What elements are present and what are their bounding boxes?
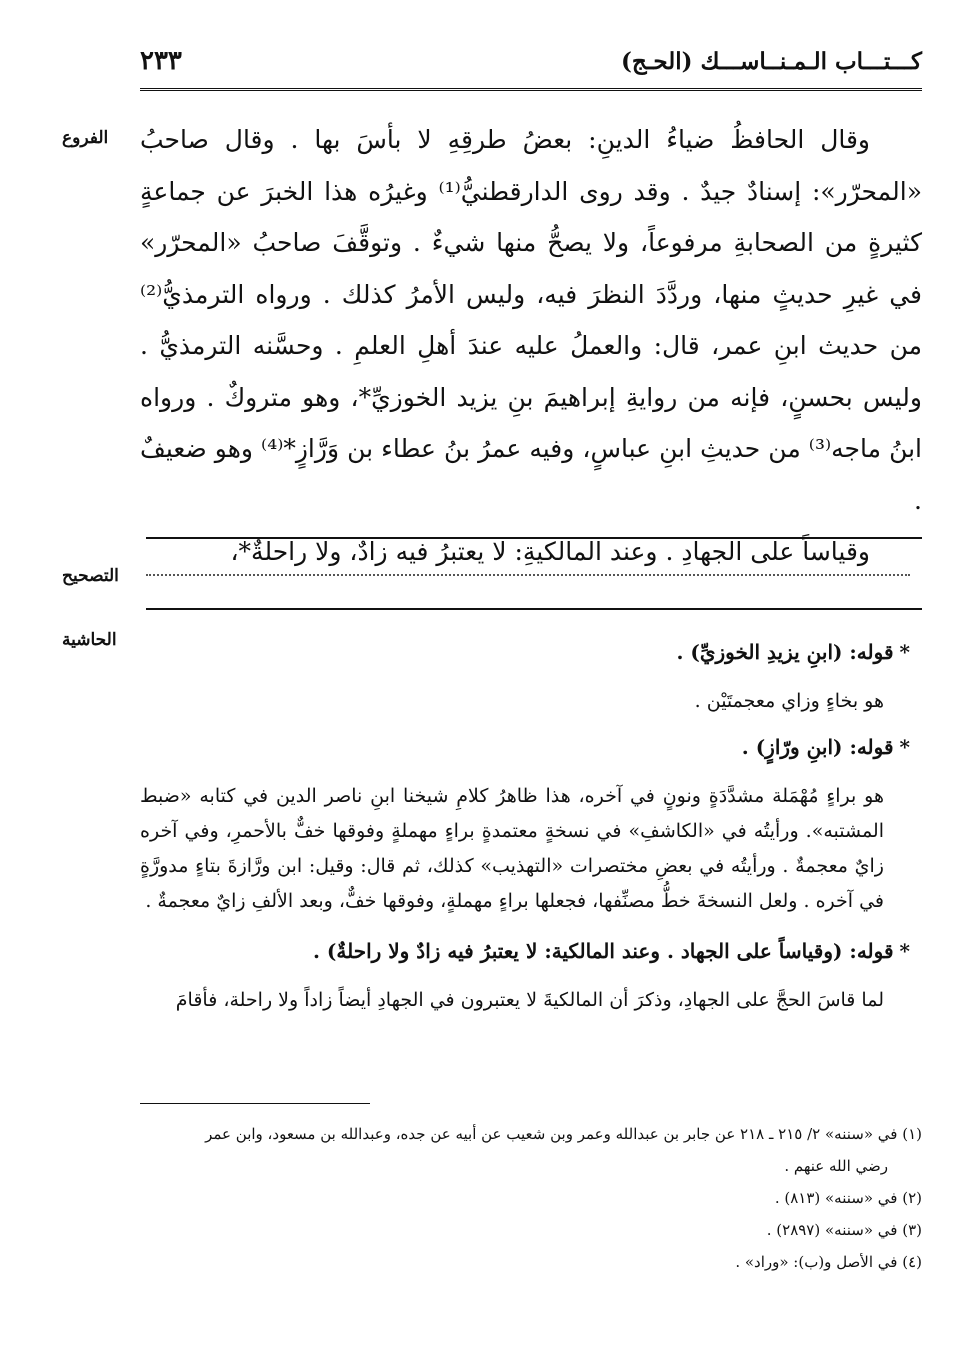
- hashiya-note-2: هو براءٍ مُهْمَلة مشدَّدَةٍ ونونٍ في آخره، هذا ظاهرُ كلامِ شيخنا ابنِ ناصر الدين في كتابه «ضبط المشتبه». ورأيتُه في «الكاشفِ» في نسخةٍ معتمدةٍ براءٍ مهملةٍ وفوقها خفٌّ بالأحمرِ، وفي آخره زايٌ معجمةٌ . ورأيتُه في بعضِ مختصرات «التهذيب» كذلك، ثم قال: وقيل: ابن ورَّازةَ بتاءٍ مدورَّةٍ في آخره . ولعل النسخةَ خطُّ مصنِّفها، فجعلها براءٍ مهملةٍ، وفوقها خفٌّ، وبعد الألفِ زايٌ معجمةٌ .: [140, 785, 884, 912]
- footnote-rule: [140, 1103, 370, 1104]
- book-title: كـــتـــاب الـمـنــاســـك (الحـج): [620, 48, 922, 75]
- footnote-1: (١) في «سننه» ٢/ ٢١٥ ـ ٢١٨ عن جابر بن عبدالله وعمر وبن شعيب عن أبيه عن جده، وعبدالله بن مسعود، وابن عمر: [205, 1125, 922, 1143]
- hashiya-note-1: هو بخاءٍ وزاي معجمتَيْن .: [694, 690, 884, 712]
- main-paragraph-1: وقال الحافظُ ضياءُ الدينِ: بعضُ طرقِهِ لا بأسَ بها . وقال صاحبُ «المحرّر»: إسنادٌ جيدٌ . وقد روى الدارقطنيُّ⁽¹⁾ وغيرُه هذا الخبرَ عن جماعةٍ كثيرةٍ من الصحابةِ مرفوعاً، ولا يصحُّ منها شيءٌ . وتوقَّفَ صاحبُ «المحرّر» في غيرِ حديثٍ منها، وردَّدَ النظرَ فيه، وليس الأمرُ كذلك . ورواه الترمذيُّ⁽²⁾ من حديث ابنِ عمر، قال: والعملُ عليه عندَ أهلِ العلمِ . وحسَّنه الترمذيُّ . وليس بحسنٍ، فإنه من روايةِ إبراهيمَ بنِ يزيد الخوزيِّ*، وهو متروكٌ . ورواه ابنُ ماجه⁽³⁾ من حديثِ ابنِ عباسٍ، وفيه عمرُ بنُ عطاء بن وَرَّازٍ*⁽⁴⁾ وهو ضعيفٌ .: [140, 125, 923, 515]
- tashih-dotted-line: [146, 574, 910, 576]
- footnote-4: (٤) في الأصل و(ب): «وراد» .: [735, 1253, 922, 1271]
- star-icon: *: [899, 735, 910, 759]
- hashiya-heading-3-text: قوله: (وقياساً على الجهاد . وعند المالكية: لا يعتبرُ فيه زادٌ ولا راحلةٌ) .: [313, 939, 894, 963]
- footnote-1-continued: رضي الله عنهم .: [784, 1157, 888, 1175]
- footnote-3: (٣) في «سننه» (٢٨٩٧) .: [766, 1221, 922, 1239]
- footnotes: [140, 1118, 922, 1278]
- margin-label-tashih: التصحيح: [62, 566, 119, 586]
- hashiya-heading-1: [140, 630, 910, 674]
- hashiya-heading-1-text: قوله: (ابنِ يزيدِ الخوزيِّ) .: [676, 640, 894, 664]
- header-rule: [140, 88, 922, 91]
- tashih-top-rule: [146, 537, 922, 539]
- margin-label-furu: الفروع: [62, 128, 109, 148]
- hashiya-heading-2-text: قوله: (ابنِ ورّازٍ) .: [741, 735, 894, 759]
- hashiya-note-3: لما قاسَ الحجَّ على الجهادِ، وذكرَ أن المالكيةَ لا يعتبرون في الجهادِ أيضاً زاداً ولا راحلة، فأقامَ: [175, 989, 884, 1011]
- star-icon: *: [899, 939, 910, 963]
- footnote-2: (٢) في «سننه» (٨١٣) .: [774, 1189, 922, 1207]
- main-paragraph-2: وقياساً على الجهادِ . وعند المالكيةِ: لا يعتبرُ فيه زادٌ، ولا راحلةٌ*،: [230, 537, 870, 566]
- tashih-bottom-rule: [146, 608, 922, 610]
- star-icon: *: [899, 640, 910, 664]
- main-text: [140, 114, 922, 578]
- margin-label-hashiya: الحاشية: [62, 630, 117, 650]
- hashiya-section: [140, 630, 910, 1028]
- hashiya-heading-3: [140, 929, 910, 973]
- hashiya-heading-2: [140, 725, 910, 769]
- page-number: ٢٣٣: [140, 46, 182, 76]
